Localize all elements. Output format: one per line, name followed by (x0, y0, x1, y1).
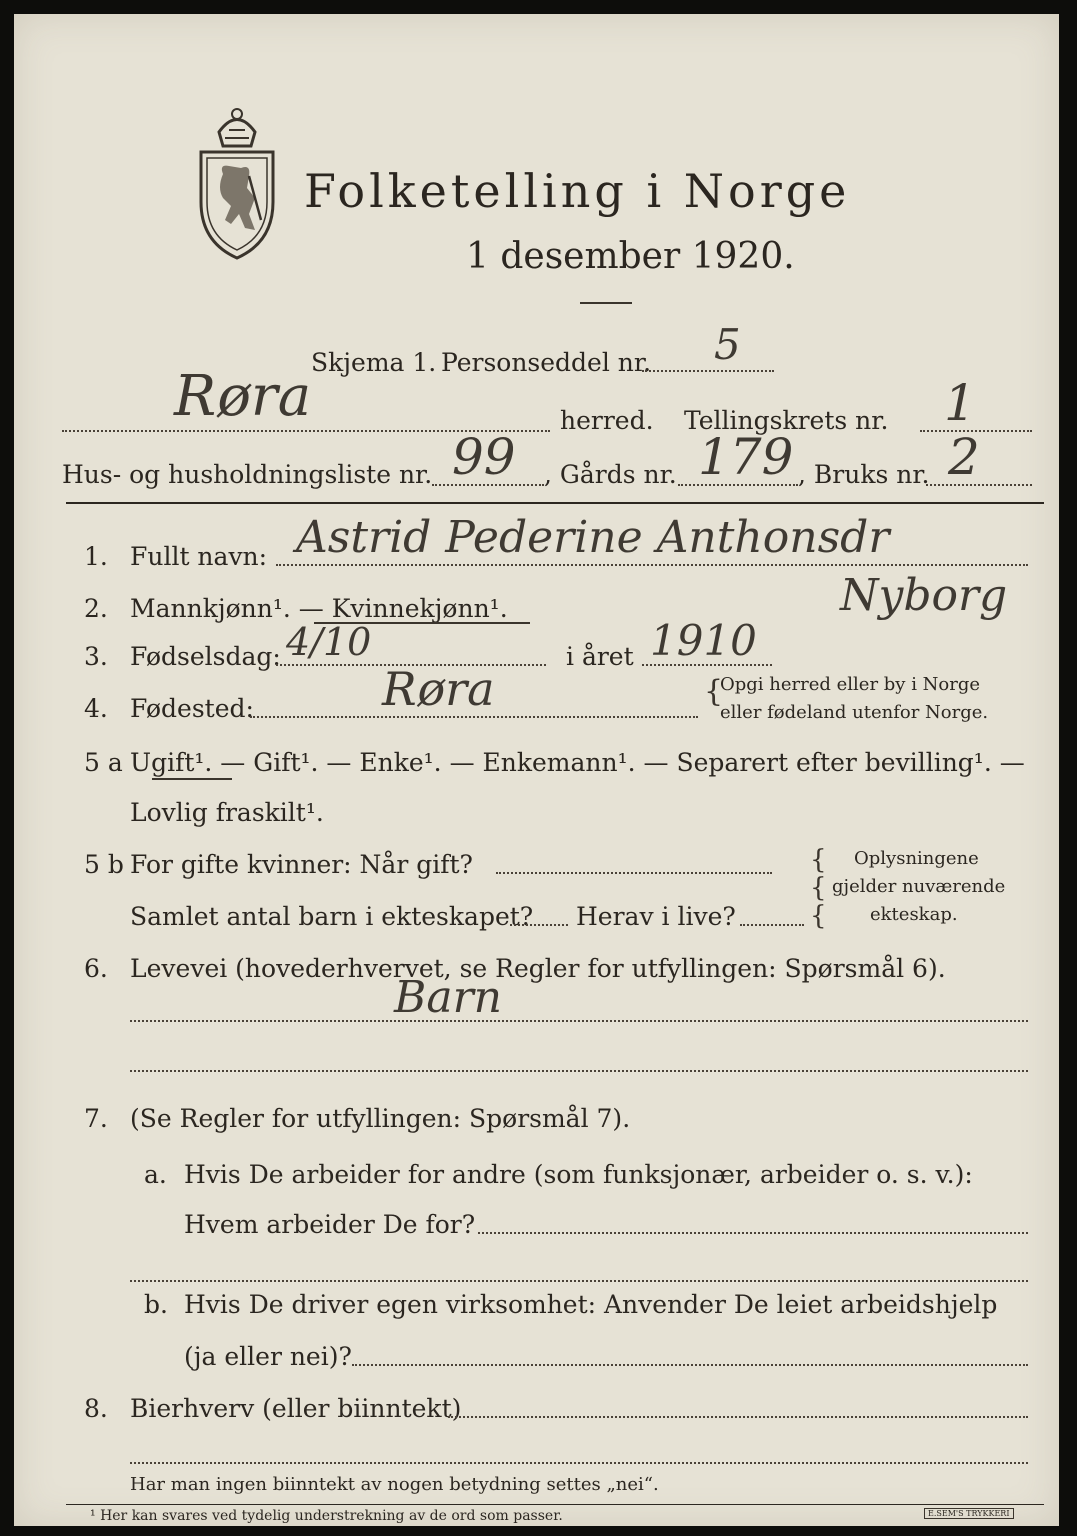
bruks-value: 2 (948, 428, 980, 486)
q8-note: Har man ingen biinntekt av nogen betydning settes „nei“. (130, 1474, 659, 1495)
q7b-field-line (352, 1364, 1028, 1366)
q2-number: 2. (84, 594, 108, 623)
q1-field-line (276, 564, 1028, 566)
herred-value: Røra (174, 364, 312, 429)
q7b-letter: b. (144, 1290, 168, 1319)
q7a-label: Hvis De arbeider for andre (som funksjonær, arbeider o. s. v.): (184, 1160, 973, 1189)
gards-label: , Gårds nr. (544, 460, 677, 489)
q3-number: 3. (84, 642, 108, 671)
q4-note-brace: { (704, 674, 724, 709)
q3-birthday-value: 4/10 (286, 620, 372, 664)
q7b-label: Hvis De driver egen virksomhet: Anvender De leiet arbeidshjelp (184, 1290, 998, 1319)
q4-label: Fødested: (130, 694, 254, 723)
q2-label: Mannkjønn¹. — Kvinnekjønn¹. (130, 594, 508, 623)
footnote: ¹ Her kan svares ved tydelig understrekning av de ord som passer. (90, 1508, 563, 1524)
q8-field-line1 (448, 1416, 1028, 1418)
q4-value: Røra (382, 662, 495, 716)
title-rule (580, 302, 632, 304)
q5a-ugift-underline (152, 778, 232, 780)
coat-of-arms-icon (189, 102, 285, 262)
hus-label: Hus- og husholdningsliste nr. (62, 460, 433, 489)
tellingskrets-label: Tellingskrets nr. (684, 406, 889, 435)
q5b-label-line2: Samlet antal barn i ekteskapet? (130, 902, 534, 931)
q1-number: 1. (84, 542, 108, 571)
q5b-note-line1: Oplysningene (854, 848, 979, 869)
hus-value: 99 (452, 428, 516, 486)
q8-number: 8. (84, 1394, 108, 1423)
q1-label: Fullt navn: (130, 542, 268, 571)
q5a-label-line2: Lovlig fraskilt¹. (130, 798, 324, 827)
q5b-note-line3: ekteskap. (870, 904, 958, 925)
q7a-letter: a. (144, 1160, 167, 1189)
q5a-number: 5 a (84, 748, 123, 777)
form-title: Folketelling i Norge (304, 164, 851, 218)
q5b-alive-field-line (740, 924, 804, 926)
q7a-field-line2 (130, 1280, 1028, 1282)
q5b-married-field-line (496, 872, 772, 874)
q3-year-value: 1910 (650, 616, 757, 665)
q1-value: Astrid Pederine Anthonsdr (296, 512, 890, 563)
gards-value: 179 (698, 428, 794, 486)
q4-field-line (250, 716, 698, 718)
q6-label: Levevei (hovederhvervet, se Regler for utfyllingen: Spørsmål 6). (130, 954, 946, 983)
bruks-label: , Bruks nr. (798, 460, 930, 489)
skjema-label: Skjema 1. (311, 348, 437, 377)
q4-number: 4. (84, 694, 108, 723)
q6-value: Barn (394, 972, 502, 1023)
q7-label: (Se Regler for utfyllingen: Spørsmål 7). (130, 1104, 631, 1133)
q7a-field-line1 (478, 1232, 1028, 1234)
q5b-label: For gifte kvinner: Når gift? (130, 850, 473, 879)
personseddel-value: 5 (714, 320, 741, 369)
printer-mark: E.SEM'S TRYKKERI (924, 1508, 1014, 1519)
herred-label: herred. (560, 406, 654, 435)
q4-note-line2: eller fødeland utenfor Norge. (720, 702, 989, 723)
q7-number: 7. (84, 1104, 108, 1133)
q8-field-line2 (130, 1462, 1028, 1464)
q8-label: Bierhverv (eller biinntekt) (130, 1394, 462, 1423)
q7a-label-line2: Hvem arbeider De for? (184, 1210, 476, 1239)
form-date: 1 desember 1920. (466, 236, 795, 277)
personseddel-label: Personseddel nr. (441, 348, 652, 377)
personseddel-field-line (642, 370, 774, 372)
q5b-label-line3: Herav i live? (576, 902, 736, 931)
q7b-label-line2: (ja eller nei)? (184, 1342, 352, 1371)
q3-year-label: i året (566, 642, 634, 671)
header-divider (66, 502, 1044, 504)
q5a-label: Ugift¹. — Gift¹. — Enke¹. — Enkemann¹. — Separert efter bevilling¹. — (130, 748, 1025, 777)
q5b-children-field-line (510, 924, 568, 926)
q6-field-line2 (130, 1070, 1028, 1072)
q3-label: Fødselsdag: (130, 642, 281, 671)
q5b-note-line2: gjelder nuværende (832, 876, 1006, 897)
census-form-page (14, 14, 1059, 1526)
q6-number: 6. (84, 954, 108, 983)
tellingskrets-value: 1 (944, 374, 976, 432)
q4-note-line1: Opgi herred eller by i Norge (720, 674, 981, 695)
q5b-number: 5 b (84, 850, 124, 879)
q1-value-continued: Nyborg (840, 570, 1008, 621)
q6-field-line1 (130, 1020, 1028, 1022)
q5b-note-brace: { { { (810, 845, 827, 931)
footer-divider (66, 1504, 1044, 1505)
